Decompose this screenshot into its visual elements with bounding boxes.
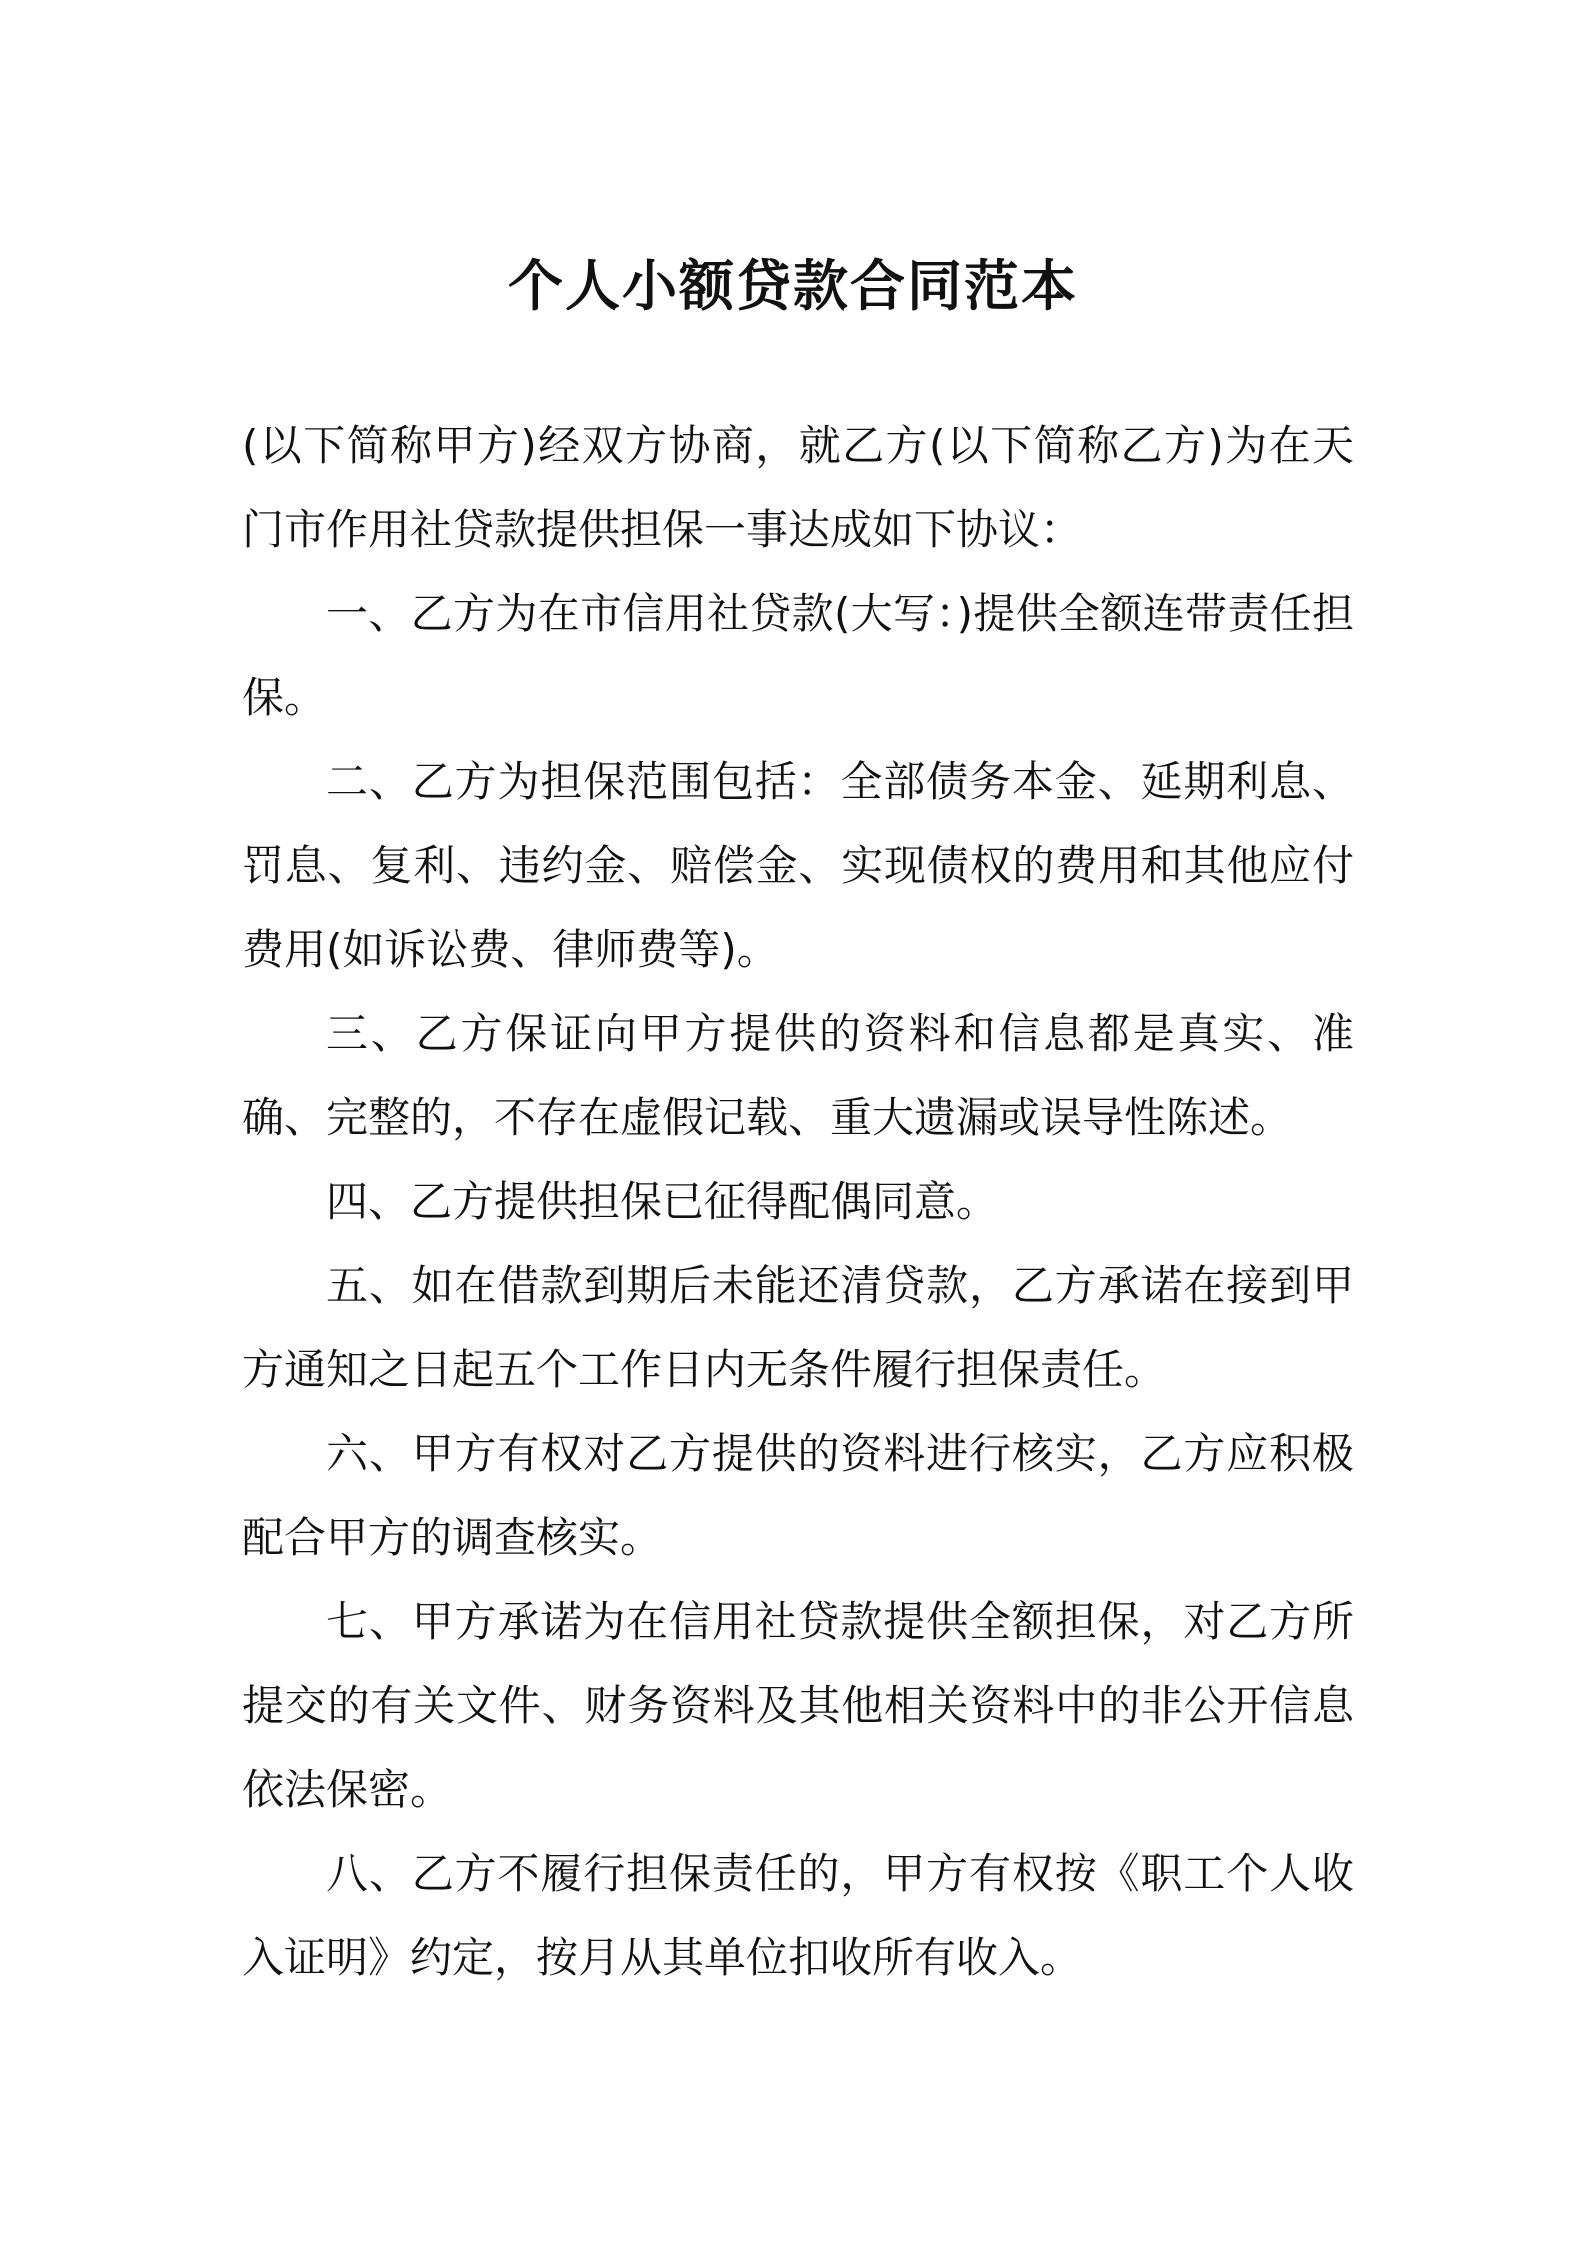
clause-5: 五、如在借款到期后未能还清贷款，乙方承诺在接到甲方通知之日起五个工作日内无条件履行担保责任。 <box>242 1261 1354 1394</box>
document-title: 个人小额贷款合同范本 <box>507 254 1078 318</box>
clause-8: 八、乙方不履行担保责任的，甲方有权按《职工个人收入证明》约定，按月从其单位扣收所有收入。 <box>242 1849 1354 1982</box>
document-body <box>242 404 1354 2000</box>
clause-6: 六、甲方有权对乙方提供的资料进行核实，乙方应积极配合甲方的调查核实。 <box>242 1429 1354 1562</box>
clause-2: 二、乙方为担保范围包括：全部债务本金、延期利息、罚息、复利、违约金、赔偿金、实现债权的费用和其他应付费用(如诉讼费、律师费等)。 <box>242 757 1354 974</box>
clause-1: 一、乙方为在市信用社贷款(大写：)提供全额连带责任担保。 <box>242 589 1354 722</box>
clause-7: 七、甲方承诺为在信用社贷款提供全额担保，对乙方所提交的有关文件、财务资料及其他相关资料中的非公开信息依法保密。 <box>242 1597 1354 1814</box>
clause-4: 四、乙方提供担保已征得配偶同意。 <box>326 1177 999 1226</box>
clause-3: 三、乙方保证向甲方提供的资料和信息都是真实、准确、完整的，不存在虚假记载、重大遗漏或误导性陈述。 <box>242 1009 1354 1142</box>
intro-paragraph: (以下简称甲方)经双方协商，就乙方(以下简称乙方)为在天门市作用社贷款提供担保一事达成如下协议： <box>242 421 1354 554</box>
